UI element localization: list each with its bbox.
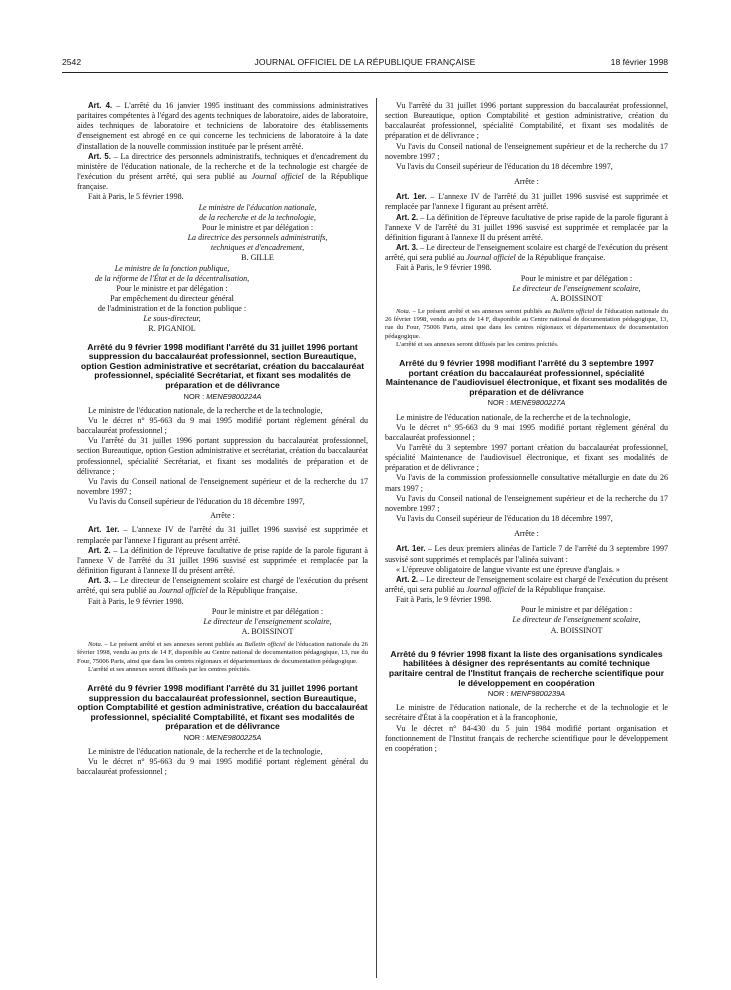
header-rule	[62, 72, 668, 73]
nor-reference-2: NOR : MENE9800225A	[183, 732, 262, 742]
decree-title-3: Arrêté du 9 février 1998 modifiant l'arrêté du 3 septembre 1997 portant création du baccalauréat professionnel, spécialité Maintenance de l'audiovisuel électronique, et fixant ses modalités de préparation et de délivrance	[385, 357, 668, 397]
arrete-heading: Arrête :	[514, 177, 539, 187]
article-4: Art. 4. – L'arrêté du 16 janvier 1995 instituant des commissions administratives paritaires compétentes à l'égard des agents techniques de laboratoire, aides de laboratoire, aides techniques de laboratoire et techniciens de laboratoire des établissements d'enseignement est abrogé en ce qui concerne les techniciens de laboratoire à la date d'installation de la nouvelle commission instituée par le présent arrêté.	[77, 101, 368, 151]
nota-1: Nota. – Le présent arrêté et ses annexes seront publiés au Bulletin officiel de l'éducation nationale du 26 février 1998, vendu au prix de 14 F, disponible au Centre national de documentation pédagogique, 13, rue du Four, 75006 Paris, ainsi que dans les centres régionaux et départementaux de documentation pédagogique.	[77, 641, 368, 665]
arrete-heading: Arrête :	[210, 511, 235, 521]
fait-a-paris: Fait à Paris, le 5 février 1998.	[88, 192, 184, 202]
nor-reference-1: NOR : MENE9800224A	[183, 391, 262, 401]
signature-block-3: Pour le ministre et par délégation : Le directeur de l'enseignement scolaire, A. BOISSINOT	[203, 606, 332, 636]
page-number: 2542	[62, 57, 82, 67]
nor-reference-4: NOR : MENF9800239A	[487, 689, 566, 699]
decree-title-2: Arrêté du 9 février 1998 modifiant l'arrêté du 31 juillet 1996 portant suppression du baccalauréat professionnel, section Bureautique, option Comptabilité et gestion administrative, création du baccalauréat professionnel, spécialité Comptabilité, et fixant ses modalités de préparation et de délivrance	[77, 682, 368, 732]
article-5: Art. 5. – La directrice des personnels administratifs, techniques et d'encadrement du ministère de l'éducation nationale, de la recherche et de la technologie est chargée de l'exécution du présent arrêté, qui sera publié au Journal officiel de la République française.	[77, 151, 368, 192]
journal-title: JOURNAL OFFICIEL DE LA RÉPUBLIQUE FRANÇAISE	[254, 57, 476, 67]
issue-date: 18 février 1998	[610, 57, 668, 67]
column-divider	[376, 98, 377, 978]
signature-block-2: Le ministre de la fonction publique, de la réforme de l'État et de la décentralisation, Pour le ministre et par délégation : Par empêchement du directeur général de l'administration et de la fonction publique : Le sous-directeur, R. PIGANIOL	[94, 263, 250, 334]
decree-title-1: Arrêté du 9 février 1998 modifiant l'arrêté du 31 juillet 1996 portant suppression du baccalauréat professionnel, section Bureautique, option Gestion administrative et secrétariat, création du baccalauréat professionnel, spécialité Secrétariat, et fixant ses modalités de préparation et de délivrance	[80, 341, 365, 390]
quoted-text: « L'épreuve obligatoire de langue vivante est une épreuve d'anglais. »	[396, 564, 620, 574]
left-column: Art. 4. – L'arrêté du 16 janvier 1995 instituant des commissions administratives paritaires compétentes à l'égard des agents techniques de laboratoire, aides de laboratoire, aides techniques de laboratoire et techniciens de laboratoire des établissements d'enseignement est abrogé en ce qui concerne les techniciens de laboratoire à la date d'installation de la nouvelle commission instituée par le présent arrêté. Art. 5. – La directrice des personnels administratifs, techniques et d'encadrement du ministère de l'éducation nationale, de la recherche et de la technologie est chargée de l'exécution du présent arrêté, qui sera publié au Journal officiel de la République française. Fait à Paris, le 5 février 1998. Le ministre de l'éducation nationale, de la recherche et de la technologie, Pour le ministre et par délégation : La directrice des personnels administratifs, techniques et d'encadrement, B. GILLE Le ministre de la fonction publique, de la réforme de l'État et de la décentralisation, Pour le ministre et par délégation : Par empêchement du directeur général de l'administration et de la fonction publique : Le sous-directeur, R. PIGANIOL Arrêté du 9 février 1998 modifiant l'arrêté du 31 juillet 1996 portant suppression du baccalauréat professionnel, section Bureautique, option Gestion administrative et secrétariat, création du baccalauréat professionnel, spécialité Secrétariat, et fixant ses modalités de préparation et de délivrance NOR : MENE9800224A Le ministre de l'éducation nationale, de la recherche et de la technologie, Vu le décret n° 95-663 du 9 mai 1995 modifié portant règlement général du baccalauréat professionnel ; Vu l'arrêté du 31 juillet 1996 portant suppression du baccalauréat professionnel, section Bureautique, option Gestion administrative et secrétariat, création du baccalauréat professionnel, spécialité Secrétariat, et fixant ses modalités de préparation et de délivrance ; Vu l'avis du Conseil national de l'enseignement supérieur et de la recherche du 17 novembre 1997 ; Vu l'avis du Conseil supérieur de l'éducation du 18 décembre 1997, Arrête : Art. 1er. – L'annexe IV de l'arrêté du 31 juillet 1996 susvisé est supprimée et remplacée par l'annexe I figurant au présent arrêté. Art. 2. – La définition de l'épreuve facultative de prise rapide de la parole figurant à l'annexe V de l'arrêté du 31 juillet 1996 susvisé est supprimée et remplacée par la définition figurant à l'annexe II du présent arrêté. Art. 3. – Le directeur de l'enseignement scolaire est chargé de l'exécution du présent arrêté, qui sera publié au Journal officiel de la République française. Fait à Paris, le 9 février 1998. Pour le ministre et par délégation : Le directeur de l'enseignement scolaire, A. BOISSINOT Nota. – Le présent arrêté et ses annexes seront publiés au Bulletin officiel de l'éducation nationale du 26 février 1998, vendu au prix de 14 F, disponible au Centre national de documentation pédagogique, 13, rue du Four, 75006 Paris, ainsi que dans les centres régionaux et départementaux de documentation pédagogique. L'arrêté et ses annexes seront diffusés par les centres précités. Arrêté du 9 février 1998 modifiant l'arrêté du 31 juillet 1996 portant suppression du baccalauréat professionnel, section Bureautique, option Comptabilité et gestion administrative, création du baccalauréat professionnel, spécialité Comptabilité, et fixant ses modalités de préparation et de délivrance NOR : MENE9800225A Le ministre de l'éducation nationale, de la recherche et de la technologie, Vu le décret n° 95-663 du 9 mai 1995 modifié portant règlement général du baccalauréat professionnel ;	[77, 101, 368, 777]
decree-title-4: Arrêté du 9 février 1998 fixant la liste des organisations syndicales habilitées à désigner des représentants au comité technique paritaire central de l'Institut français de recherche scientifique pour le développement en coopération	[388, 648, 665, 688]
signature-block-4: Pour le ministre et par délégation : Le directeur de l'enseignement scolaire, A. BOISSINOT	[512, 273, 641, 303]
nor-reference-3: NOR : MENE9800227A	[487, 398, 566, 408]
signature-block-1: Le ministre de l'éducation nationale, de la recherche et de la technologie, Pour le ministre et par délégation : La directrice des personnels administratifs, techniques et d'encadrement, B. GILLE	[187, 202, 328, 263]
arrete-heading: Arrête :	[514, 529, 539, 539]
signature-block-5: Pour le ministre et par délégation : Le directeur de l'enseignement scolaire, A. BOISSINOT	[512, 605, 641, 635]
nota-2: Nota. – Le présent arrêté et ses annexes seront publiés au Bulletin officiel de l'éducation nationale du 26 février 1998, vendu au prix de 14 F, disponible au Centre national de documentation pédagogique, 13, rue du Four, 75006 Paris, ainsi que dans les centres régionaux et départementaux de documentation pédagogique.	[385, 307, 668, 340]
right-column: Vu l'arrêté du 31 juillet 1996 portant suppression du baccalauréat professionnel, section Bureautique, option Comptabilité et gestion administrative, création du baccalauréat professionnel, spécialité Comptabilité, et fixant ses modalités de préparation et de délivrance ; Vu l'avis du Conseil national de l'enseignement supérieur et de la recherche du 17 novembre 1997 ; Vu l'avis du Conseil supérieur de l'éducation du 18 décembre 1997, Arrête : Art. 1er. – L'annexe IV de l'arrêté du 31 juillet 1996 susvisé est supprimée et remplacée par l'annexe I figurant au présent arrêté. Art. 2. – La définition de l'épreuve facultative de prise rapide de la parole figurant à l'annexe V de l'arrêté du 31 juillet 1996 susvisé est supprimée et remplacée par la définition figurant à l'annexe II du présent arrêté. Art. 3. – Le directeur de l'enseignement scolaire est chargé de l'exécution du présent arrêté, qui sera publié au Journal officiel de la République française. Fait à Paris, le 9 février 1998. Pour le ministre et par délégation : Le directeur de l'enseignement scolaire, A. BOISSINOT Nota. – Le présent arrêté et ses annexes seront publiés au Bulletin officiel de l'éducation nationale du 26 février 1998, vendu au prix de 14 F, disponible au Centre national de documentation pédagogique, 13, rue du Four, 75006 Paris, ainsi que dans les centres régionaux et départementaux de documentation pédagogique. L'arrêté et ses annexes seront diffusés par les centres précités. Arrêté du 9 février 1998 modifiant l'arrêté du 3 septembre 1997 portant création du baccalauréat professionnel, spécialité Maintenance de l'audiovisuel électronique, et fixant ses modalités de préparation et de délivrance NOR : MENE9800227A Le ministre de l'éducation nationale, de la recherche et de la technologie, Vu le décret n° 95-663 du 9 mai 1995 modifié portant règlement général du baccalauréat professionnel ; Vu l'arrêté du 3 septembre 1997 portant création du baccalauréat professionnel, spécialité Maintenance de l'audiovisuel électronique, et fixant ses modalités de préparation et de délivrance ; Vu l'avis de la commission professionnelle consultative métallurgie en date du 26 mars 1997 ; Vu l'avis du Conseil national de l'enseignement supérieur et de la recherche du 17 novembre 1997 ; Vu l'avis du Conseil supérieur de l'éducation du 18 décembre 1997, Arrête : Art. 1er. – Les deux premiers alinéas de l'article 7 de l'arrêté du 3 septembre 1997 susvisé sont supprimés et remplacés par l'alinéa suivant : « L'épreuve obligatoire de langue vivante est une épreuve d'anglais. » Art. 2. – Le directeur de l'enseignement scolaire est chargé de l'exécution du présent arrêté, qui sera publié au Journal officiel de la République française. Fait à Paris, le 9 février 1998. Pour le ministre et par délégation : Le directeur de l'enseignement scolaire, A. BOISSINOT Arrêté du 9 février 1998 fixant la liste des organisations syndicales habilitées à désigner des représentants au comité technique paritaire central de l'Institut français de recherche scientifique pour le développement en coopération NOR : MENF9800239A Le ministre de l'éducation nationale, de la recherche et de la technologie et le secrétaire d'État à la coopération et à la francophonie, Vu le décret n° 84-430 du 5 juin 1984 modifié portant organisation et fonctionnement de l'Institut français de recherche scientifique pour le développement en coopération ;	[385, 101, 668, 753]
page-header	[62, 57, 668, 71]
